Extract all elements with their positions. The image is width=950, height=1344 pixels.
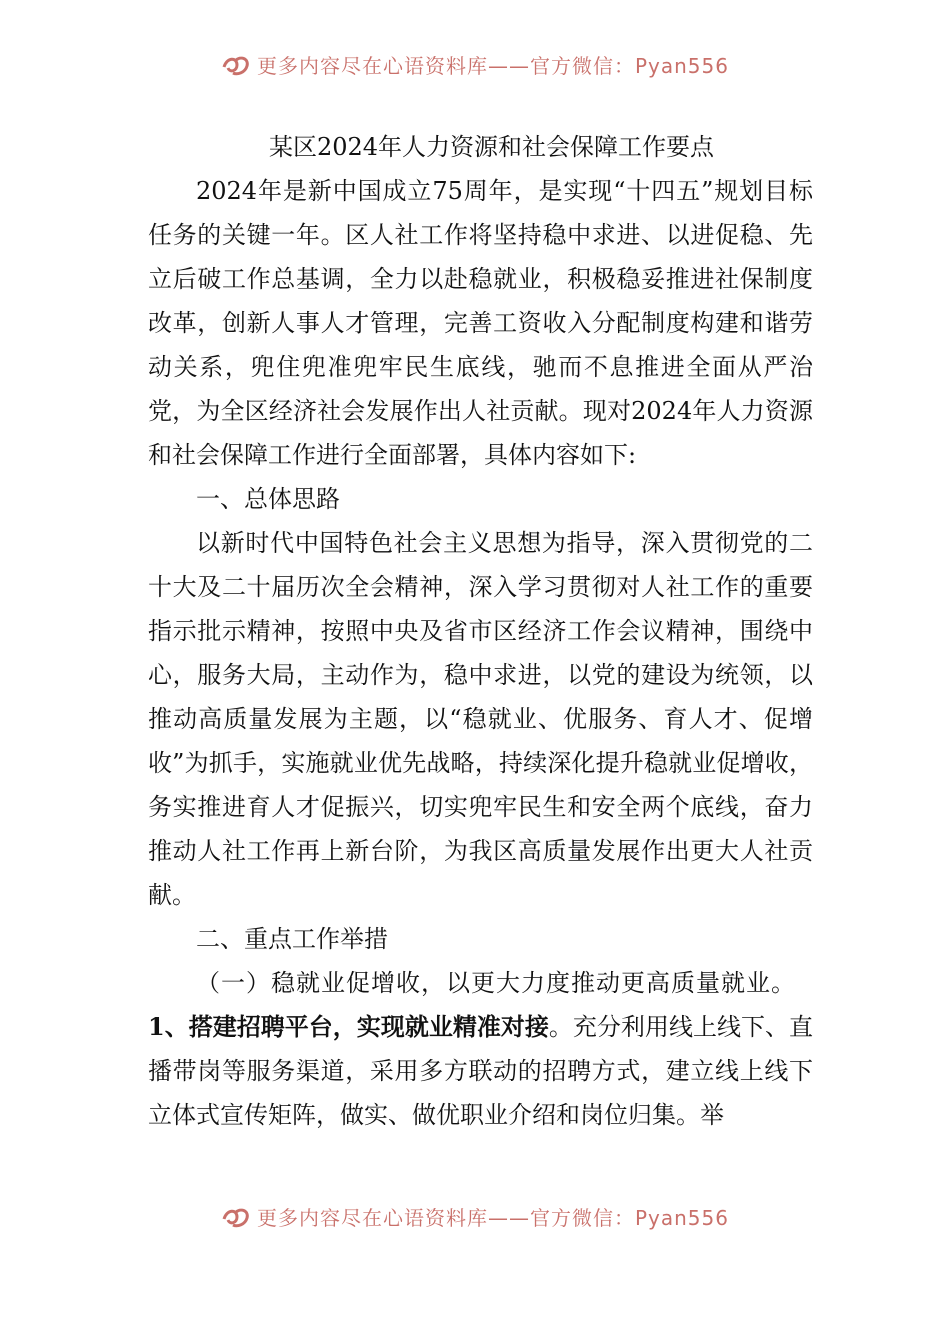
- document-body: [148, 125, 813, 1137]
- logo-icon: [221, 56, 251, 77]
- header-watermark: [0, 56, 950, 84]
- subsection-heading-1: （一）稳就业促增收，以更大力度推动更高质量就业。: [196, 969, 796, 997]
- intro-paragraph: 2024年是新中国成立75周年，是实现“十四五”规划目标任务的关键一年。区人社工作将坚持稳中求进、以进促稳、先立后破工作总基调，全力以赴稳就业，积极稳妥推进社保制度改革，创新人事人才管理，完善工资收入分配制度构建和谐劳动关系，兜住兜准兜牢民生底线，驰而不息推进全面从严治党，为全区经济社会发展作出人社贡献。现对2024年人力资源和社会保障工作进行全面部署，具体内容如下:: [148, 177, 813, 469]
- section-heading-1: 一、总体思路: [196, 485, 340, 513]
- item-paragraph-1: [148, 1005, 813, 1137]
- logo-icon: [221, 1208, 251, 1229]
- document-title: 某区2024年人力资源和社会保障工作要点: [268, 133, 715, 161]
- item-body-1: 。充分利用线上线下、直播带岗等服务渠道，采用多方联动的招聘方式，建立线上线下立体式宣传矩阵，做实、做优职业介绍和岗位归集。举: [148, 1013, 813, 1129]
- footer-watermark: [0, 1208, 950, 1236]
- item-title-1: 1、搭建招聘平台，实现就业精准对接: [148, 1012, 549, 1041]
- section-paragraph-1: 以新时代中国特色社会主义思想为指导，深入贯彻党的二十大及二十届历次全会精神，深入学习贯彻对人社工作的重要指示批示精神，按照中央及省市区经济工作会议精神，围绕中心，服务大局，主动作为，稳中求进，以党的建设为统领，以推动高质量发展为主题，以“稳就业、优服务、育人才、促增收”为抓手，实施就业优先战略，持续深化提升稳就业促增收，务实推进育人才促振兴，切实兜牢民生和安全两个底线，奋力推动人社工作再上新台阶，为我区高质量发展作出更大人社贡献。: [148, 529, 813, 909]
- watermark-text: 更多内容尽在心语资料库——官方微信：Pyan556: [256, 1208, 729, 1230]
- section-heading-2: 二、重点工作举措: [196, 925, 388, 953]
- watermark-text: 更多内容尽在心语资料库——官方微信：Pyan556: [256, 56, 729, 78]
